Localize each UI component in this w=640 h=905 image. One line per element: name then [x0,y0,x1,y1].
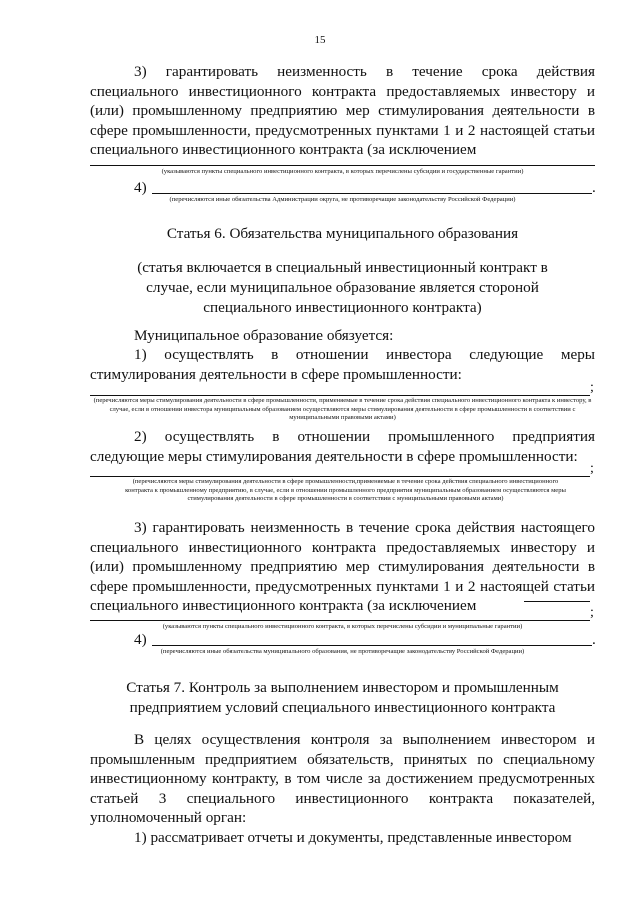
field-note: (указываются пункты специального инвестиционного контракта, в которых перечислены субсидии и муниципальные гарантии) [162,623,523,630]
field-note: (перечисляются иные обязательства Администрации округа, не противоречащие законодательству Российской Федерации) [169,196,516,203]
article-6-intro: Муниципальное образование обязуется: [134,327,394,344]
fill-line [90,476,590,477]
article-7-title: Статья 7. Контроль за выполнением инвестором и промышленным предприятием условий специального инвестиционного контракта [126,679,559,716]
article-6-title: Статья 6. Обязательства муниципального образования [166,225,519,242]
article-6-subtitle: (статья включается в специальный инвестиционный контракт в случае, если муниципальное образование является стороной специального инвестиционного контракта) [137,259,548,316]
article-7-paragraph: В целях осуществления контроля за выполнением инвестором и промышленным предприятием обязательств, принятых по специальному инвестиционному контракту, в том числе за достижением предусмотренных статьей 3 специального инвестиционного контракта показателей, уполномоченный орган: [90,731,595,826]
fill-line [90,620,590,621]
fill-line [152,193,592,194]
item-end-mark: . [592,179,596,196]
fill-line [524,601,590,602]
obligation-item-3: 3) гарантировать неизменность в течение срока действия специального инвестиционного контракта предоставляемых инвестору и (или) промышленному предприятию мер стимулирования деятельности в сфере промышленности, предусмотренных пунктами 1 и 2 настоящей статьи специального инвестиционного контракта (за исключением [90,63,595,158]
article-7-item-1: 1) рассматривает отчеты и документы, представленные инвестором [134,829,572,846]
article-6-item-1: 1) осуществлять в отношении инвестора следующие меры стимулирования деятельности в сфере промышленности: [90,346,595,383]
field-note: (указываются пункты специального инвестиционного контракта, в которых перечислены субсидии и государственные гарантии) [161,168,524,175]
fill-line [152,645,592,646]
item-4-label: 4) [134,631,147,648]
field-note: (перечисляются меры стимулирования деятельности в сфере промышленности,применяемые в течение срока действия специального инвестиционного контракта к промышленному предприятию, в случае, если в отношении промышленного предприятия муниципальным образованием осуществляются меры стимулирования деятельности в сфере промышленности в соответствии с муниципальными правовыми актами) [125,478,566,503]
article-6-item-2: 2) осуществлять в отношении промышленного предприятия следующие меры стимулирования деятельности в сфере промышленности: [90,428,595,465]
field-note: (перечисляются меры стимулирования деятельности в сфере промышленности, применяемые в течение срока действия специального инвестиционного контракта к инвестору, в случае, если в отношении инвестора муниципальным образованием осуществляются меры стимулирования деятельности в сфере промышленности в соответствии с муниципальными правовыми актами) [93,397,592,422]
field-note: (перечисляются иные обязательства муниципального образования, не противоречащие законодательству Российской Федерации) [160,648,525,655]
item-end-mark: . [592,631,596,648]
item-end-mark: ; [590,461,594,476]
article-6-item-3: 3) гарантировать неизменность в течение срока действия настоящего специального инвестиционного контракта предоставляемых инвестору и (или) промышленному предприятию мер стимулирования деятельности в сфере промышленности, предусмотренных пунктами 1 и 2 настоящей статьи специального инвестиционного контракта (за исключением [90,519,595,614]
page-number: 15 [314,34,326,46]
fill-line [90,165,595,166]
item-4-label: 4) [134,179,147,196]
item-end-mark: ; [590,605,594,620]
fill-line [90,395,590,396]
item-end-mark: ; [590,380,594,395]
